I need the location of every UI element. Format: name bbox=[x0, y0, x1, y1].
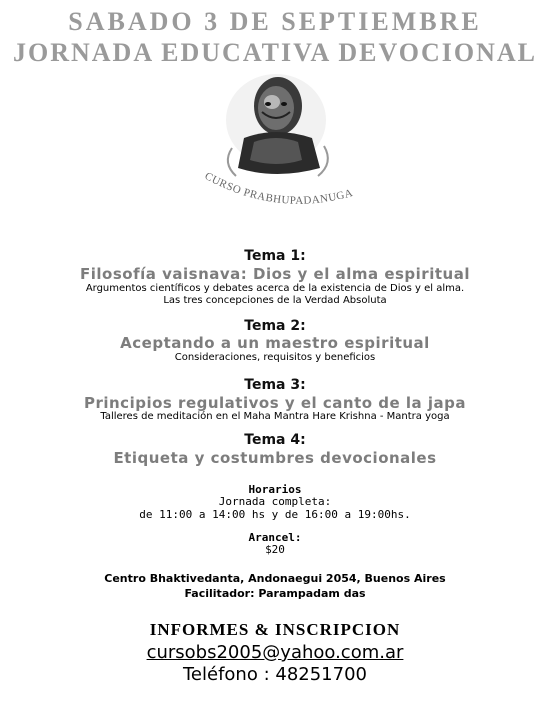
portrait-icon bbox=[226, 74, 328, 176]
tema-2-label: Tema 2: bbox=[244, 318, 306, 334]
tema-1-title: Filosofía vaisnava: Dios y el alma espiritual bbox=[80, 265, 470, 283]
contact-email-link[interactable]: cursobs2005@yahoo.com.ar bbox=[146, 642, 404, 663]
portrait-logo bbox=[192, 68, 360, 213]
venue-address: Centro Bhaktivedanta, Andonaegui 2054, Buenos Aires bbox=[104, 572, 446, 585]
schedule-line-2: de 11:00 a 14:00 hs y de 16:00 a 19:00hs. bbox=[139, 508, 411, 521]
tema-1-label: Tema 1: bbox=[244, 248, 306, 264]
schedule-line-1: Jornada completa: bbox=[218, 495, 332, 508]
event-title-heading: JORNADA EDUCATIVA DEVOCIONAL bbox=[12, 38, 538, 67]
contact-heading: INFORMES & INSCRIPCION bbox=[149, 620, 401, 639]
tema-2-title: Aceptando a un maestro espiritual bbox=[120, 334, 430, 352]
fee-value: $20 bbox=[265, 543, 285, 556]
tema-4-label: Tema 4: bbox=[244, 432, 306, 448]
tema-1-detail-2: Las tres concepciones de la Verdad Absoluta bbox=[163, 295, 387, 306]
tema-1-detail-1: Argumentos científicos y debates acerca de la existencia de Dios y el alma. bbox=[85, 283, 465, 294]
event-date-heading: SABADO 3 DE SEPTIEMBRE bbox=[68, 7, 482, 36]
tema-3-detail-1: Talleres de meditación en el Maha Mantra Hare Krishna - Mantra yoga bbox=[100, 411, 450, 422]
fee-heading: Arancel: bbox=[248, 531, 302, 544]
contact-phone: Teléfono : 48251700 bbox=[183, 664, 367, 685]
tema-4-title: Etiqueta y costumbres devocionales bbox=[113, 449, 437, 467]
schedule-heading: Horarios bbox=[248, 483, 302, 496]
tema-3-title: Principios regulativos y el canto de la japa bbox=[83, 394, 467, 412]
facilitator: Facilitador: Parampadam das bbox=[184, 587, 366, 600]
tema-2-detail-1: Consideraciones, requisitos y beneficios bbox=[174, 352, 376, 363]
tema-3-label: Tema 3: bbox=[244, 377, 306, 393]
logo-caption: CURSO PRABHUPADANUGA bbox=[202, 170, 355, 207]
